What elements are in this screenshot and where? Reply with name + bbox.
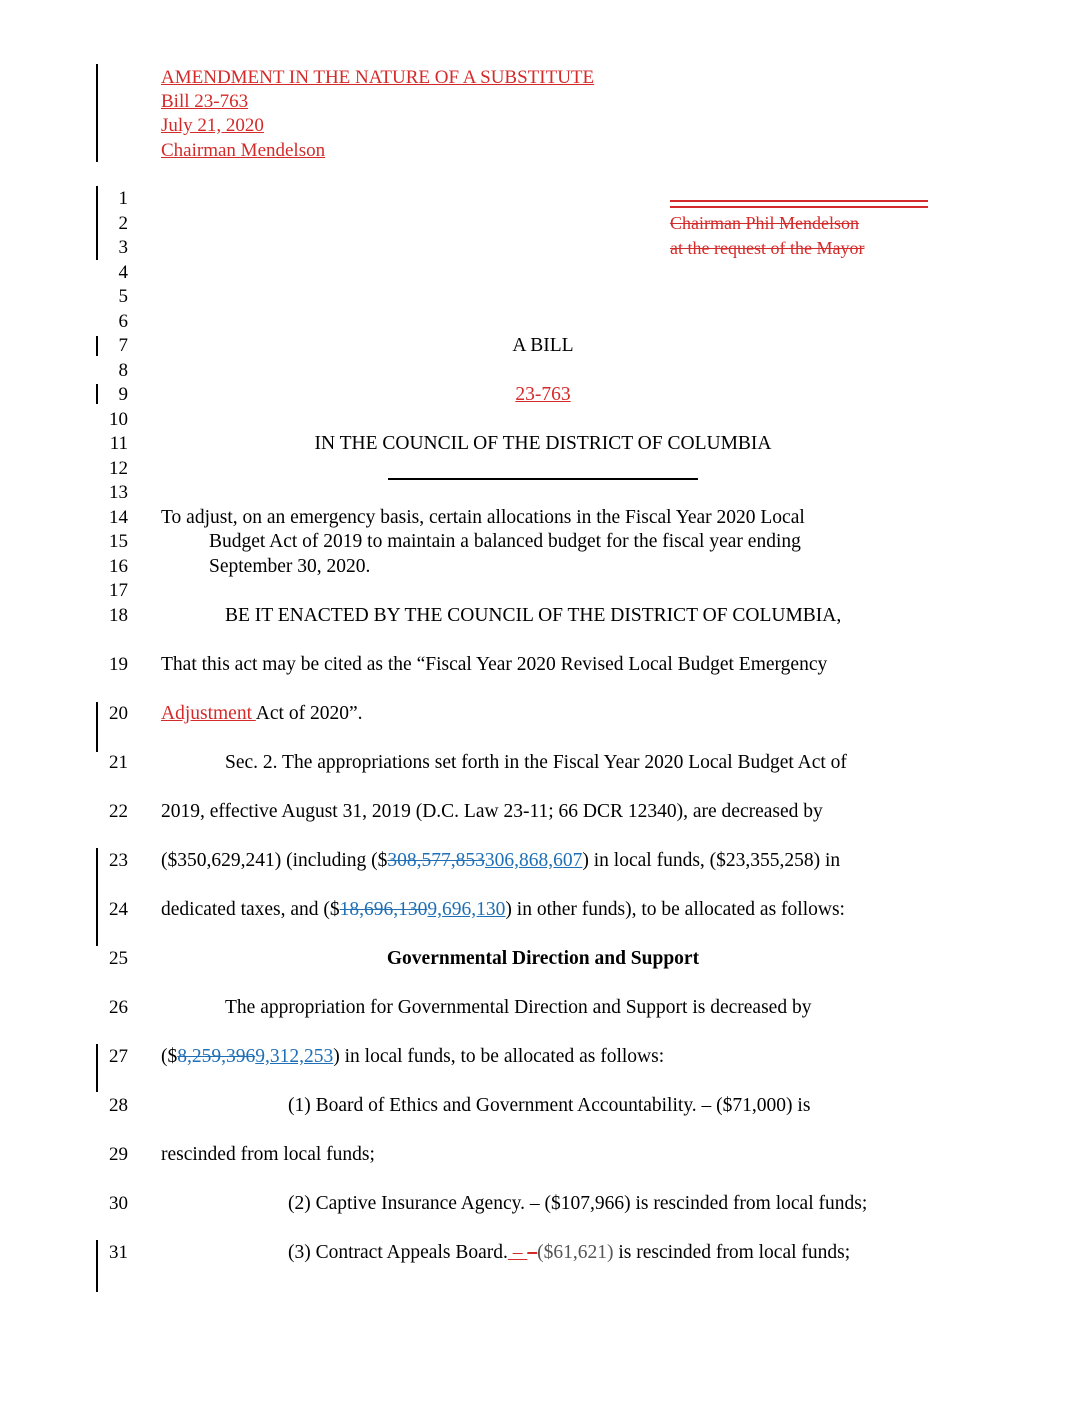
deleted-amount: 8,259,396 [177, 1046, 256, 1067]
line-number: 20 [109, 703, 128, 724]
body-text: ) in other funds), to be allocated as follows: [505, 899, 845, 920]
body-text: ) in local funds, ($23,355,258) in [582, 850, 841, 871]
line-number: 3 [118, 237, 128, 258]
line-number: 19 [109, 654, 128, 675]
line-number: 2 [118, 213, 128, 234]
body-line-23 [161, 850, 840, 872]
line-number: 23 [109, 850, 128, 871]
line-number: 7 [118, 335, 128, 356]
line-number: 9 [118, 384, 128, 405]
inserted-amount: 9,312,253 [255, 1046, 334, 1067]
line-number: 4 [118, 262, 128, 283]
body-line-21: Sec. 2. The appropriations set forth in the Fiscal Year 2020 Local Budget Act of [225, 752, 847, 773]
bill-title: A BILL [512, 335, 574, 356]
body-text: (3) Contract Appeals Board. [288, 1242, 508, 1263]
body-text: ) in local funds, to be allocated as follows: [333, 1046, 665, 1067]
line-number: 6 [118, 311, 128, 332]
long-title-line: Budget Act of 2019 to maintain a balanced budget for the fiscal year ending [209, 531, 801, 552]
line-number: 31 [109, 1242, 128, 1263]
line-number: 13 [109, 482, 128, 503]
sponsor-request: at the request of the Mayor [670, 238, 865, 258]
sponsor-double-rule [670, 206, 928, 211]
line-number: 18 [109, 605, 128, 626]
date-heading: July 21, 2020 [161, 115, 264, 136]
body-line-26: The appropriation for Governmental Direction and Support is decreased by [225, 997, 812, 1018]
bill-number: 23-763 [515, 384, 571, 405]
sponsor-name: Chairman Phil Mendelson [670, 213, 859, 233]
sponsor-double-rule [670, 200, 928, 205]
line-number: 21 [109, 752, 128, 773]
line-number: 28 [109, 1095, 128, 1116]
amendment-heading: AMENDMENT IN THE NATURE OF A SUBSTITUTE [161, 67, 595, 88]
line-number: 8 [118, 360, 128, 381]
line-number: 11 [109, 433, 128, 454]
line-number: 22 [109, 801, 128, 822]
inserted-amount: 306,868,607 [484, 850, 583, 871]
line-number: 30 [109, 1193, 128, 1214]
inserted-amount: 9,696,130 [427, 899, 506, 920]
body-text: is rescinded from local funds; [613, 1242, 851, 1263]
bill-number-heading: Bill 23-763 [161, 91, 249, 112]
line-number: 29 [109, 1144, 128, 1165]
deleted-text: – [527, 1242, 538, 1263]
body-text: Act of 2020”. [255, 703, 363, 724]
line-number: 15 [109, 531, 128, 552]
body-line-30: (2) Captive Insurance Agency. – ($107,966) is rescinded from local funds; [288, 1193, 868, 1214]
body-line-29: rescinded from local funds; [161, 1144, 375, 1165]
body-text: ($350,629,241) (including ($ [161, 850, 388, 871]
line-number: 10 [109, 409, 128, 430]
inserted-text: Adjustment [161, 703, 256, 724]
line-number: 5 [118, 286, 128, 307]
amount-text: ($61,621) [537, 1242, 614, 1263]
body-line-28: (1) Board of Ethics and Government Accountability. – ($71,000) is [288, 1095, 811, 1116]
line-number: 1 [118, 188, 128, 209]
body-line-24 [161, 899, 845, 921]
deleted-amount: 18,696,130 [339, 899, 428, 920]
change-bar [96, 64, 98, 162]
line-number: 14 [109, 507, 128, 528]
line-number: 16 [109, 556, 128, 577]
inserted-text: – [507, 1242, 528, 1263]
enacting-clause: BE IT ENACTED BY THE COUNCIL OF THE DISTRICT OF COLUMBIA, [225, 605, 842, 626]
body-text: dedicated taxes, and ($ [161, 899, 340, 920]
line-number: 26 [109, 997, 128, 1018]
line-number: 24 [109, 899, 128, 920]
body-line-20 [161, 703, 362, 725]
long-title-line: To adjust, on an emergency basis, certain allocations in the Fiscal Year 2020 Local [161, 507, 805, 528]
body-line-19: That this act may be cited as the “Fiscal Year 2020 Revised Local Budget Emergency [161, 654, 828, 675]
chairman-heading: Chairman Mendelson [161, 140, 326, 161]
body-line-22: 2019, effective August 31, 2019 (D.C. Law 23-11; 66 DCR 12340), are decreased by [161, 801, 823, 822]
bill-number-line [161, 384, 925, 406]
body-line-31 [288, 1242, 850, 1264]
deleted-amount: 308,577,853 [387, 850, 485, 871]
section-heading: Governmental Direction and Support [386, 948, 700, 969]
council-heading: IN THE COUNCIL OF THE DISTRICT OF COLUMBIA [314, 433, 772, 454]
line-number: 27 [109, 1046, 128, 1067]
line-number: 17 [109, 580, 128, 601]
line-number: 25 [109, 948, 128, 969]
council-rule [388, 478, 698, 480]
long-title-line: September 30, 2020. [209, 556, 371, 577]
body-line-27 [161, 1046, 664, 1068]
body-text: ($ [161, 1046, 178, 1067]
line-number: 12 [109, 458, 128, 479]
